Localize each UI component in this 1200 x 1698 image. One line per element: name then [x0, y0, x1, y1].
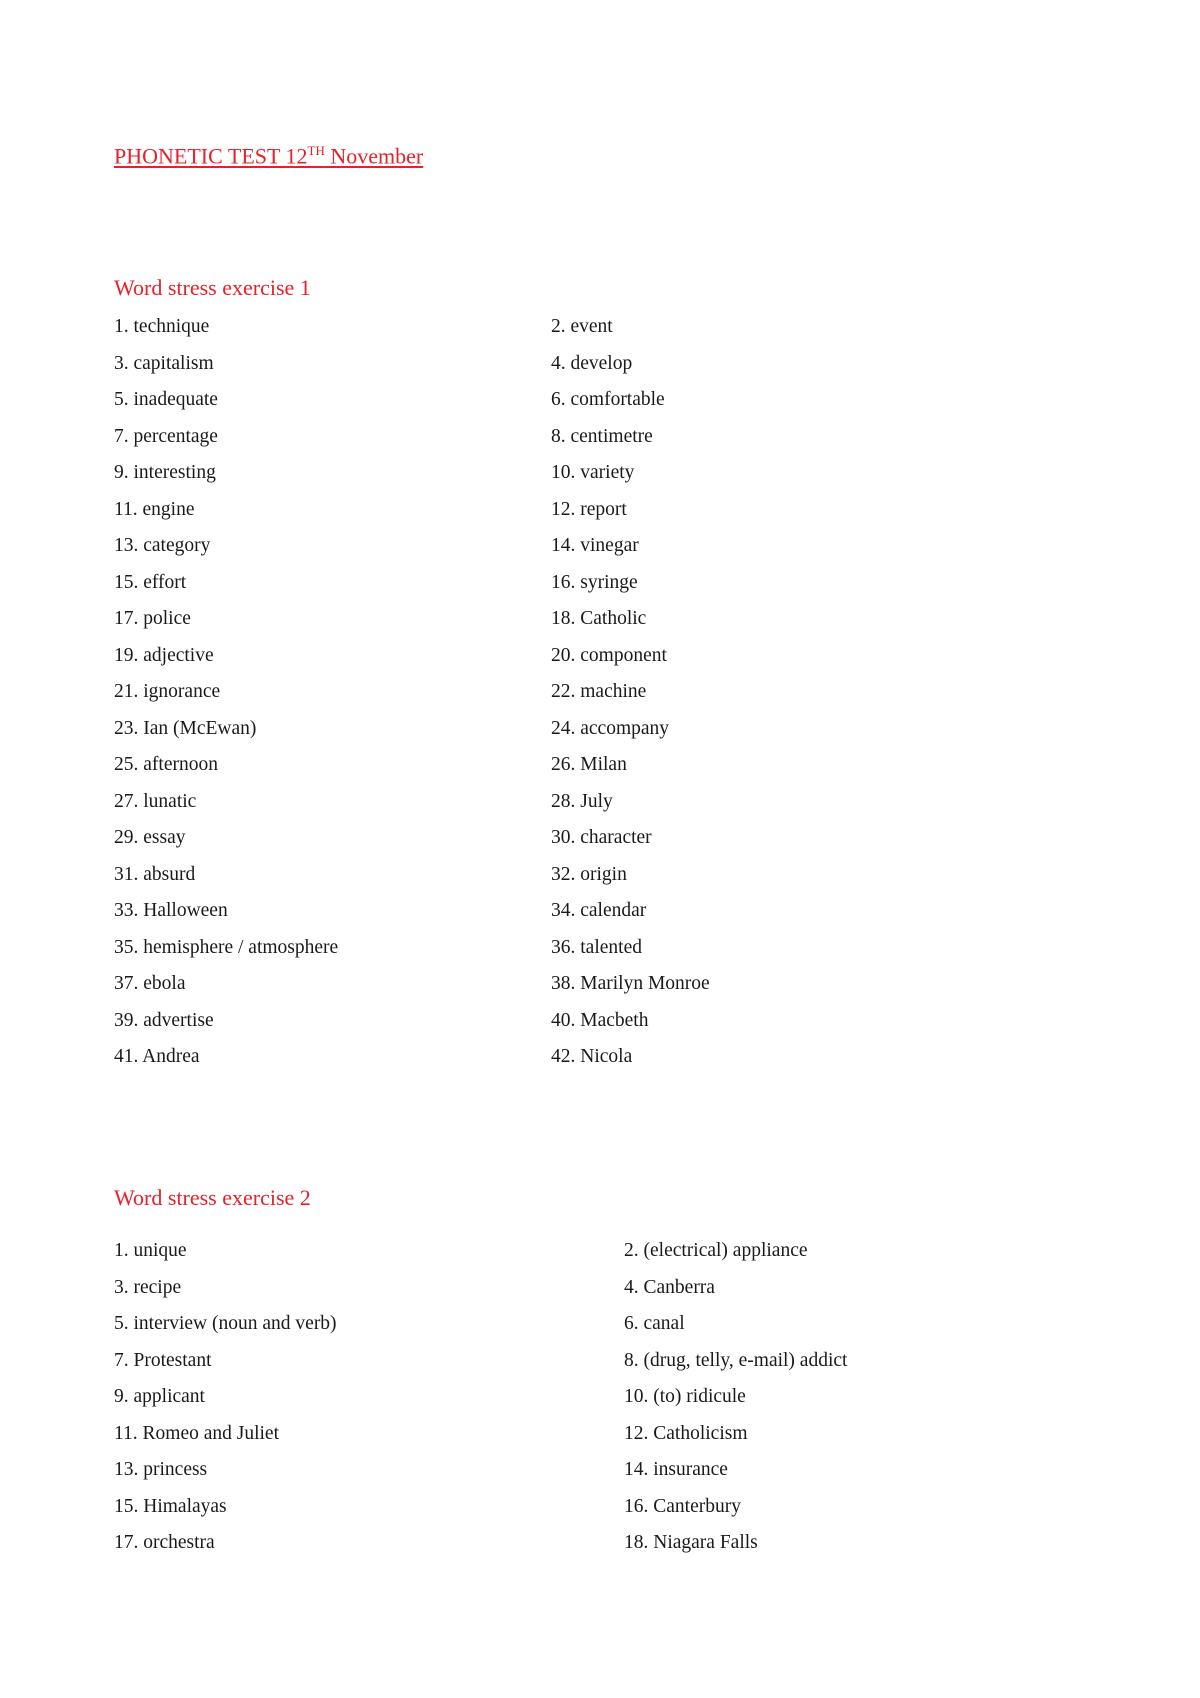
word-item: 5. inadequate	[114, 389, 218, 410]
word-row	[114, 462, 1114, 499]
word-row	[114, 900, 1114, 937]
word-item: 4. Canberra	[624, 1276, 715, 1298]
word-item: 17. orchestra	[114, 1532, 215, 1553]
word-row	[114, 1240, 1114, 1277]
word-item: 34. calendar	[551, 900, 647, 921]
word-row	[114, 864, 1114, 901]
word-row	[114, 1496, 1114, 1533]
word-item: 9. applicant	[114, 1386, 205, 1407]
word-item: 6. canal	[624, 1313, 685, 1334]
word-row	[114, 535, 1114, 572]
word-item: 9. interesting	[114, 462, 216, 483]
word-item: 29. essay	[114, 827, 186, 848]
word-item: 10. variety	[551, 462, 635, 483]
word-item: 26. Milan	[551, 754, 627, 775]
word-item: 42. Nicola	[551, 1046, 633, 1067]
word-row	[114, 353, 1114, 390]
word-row	[114, 681, 1114, 718]
word-item: 28. July	[551, 790, 613, 812]
word-item: 12. Catholicism	[624, 1422, 748, 1444]
word-row	[114, 754, 1114, 791]
word-item: 36. talented	[551, 936, 642, 958]
word-item: 3. capitalism	[114, 352, 214, 374]
word-item: 6. comfortable	[551, 389, 665, 410]
word-item: 40. Macbeth	[551, 1009, 649, 1031]
word-row	[114, 791, 1114, 828]
exercise1-word-list	[114, 316, 1114, 1083]
word-item: 1. technique	[114, 316, 210, 337]
word-row	[114, 1313, 1114, 1350]
word-item: 35. hemisphere / atmosphere	[114, 936, 339, 958]
word-item: 11. Romeo and Juliet	[114, 1422, 280, 1444]
word-item: 4. develop	[551, 352, 633, 374]
word-row	[114, 1010, 1114, 1047]
word-item: 27. lunatic	[114, 790, 197, 812]
word-item: 16. syringe	[551, 571, 638, 593]
word-item: 41. Andrea	[114, 1046, 200, 1067]
word-row	[114, 1459, 1114, 1496]
word-row	[114, 426, 1114, 463]
word-item: 30. character	[551, 827, 652, 848]
word-row	[114, 1386, 1114, 1423]
word-row	[114, 1350, 1114, 1387]
exercise2-heading: Word stress exercise 2	[114, 1185, 311, 1210]
word-row	[114, 572, 1114, 609]
word-item: 7. percentage	[114, 425, 218, 447]
word-item: 3. recipe	[114, 1276, 182, 1298]
word-item: 22. machine	[551, 681, 647, 702]
word-item: 39. advertise	[114, 1009, 214, 1031]
word-row	[114, 973, 1114, 1010]
word-item: 2. (electrical) appliance	[624, 1240, 808, 1261]
word-row	[114, 1046, 1114, 1083]
word-row	[114, 827, 1114, 864]
word-item: 14. insurance	[624, 1459, 728, 1480]
word-item: 10. (to) ridicule	[624, 1386, 746, 1407]
word-row	[114, 499, 1114, 536]
word-item: 8. (drug, telly, e-mail) addict	[624, 1349, 848, 1371]
word-item: 2. event	[551, 316, 613, 337]
word-item: 15. Himalayas	[114, 1495, 227, 1517]
word-row	[114, 608, 1114, 645]
word-row	[114, 1277, 1114, 1314]
word-item: 13. princess	[114, 1459, 208, 1480]
word-item: 12. report	[551, 498, 627, 520]
word-row	[114, 937, 1114, 974]
word-item: 7. Protestant	[114, 1349, 212, 1371]
word-item: 8. centimetre	[551, 425, 653, 447]
word-item: 5. interview (noun and verb)	[114, 1313, 337, 1334]
page-title	[114, 143, 423, 169]
word-item: 16. Canterbury	[624, 1495, 741, 1517]
word-item: 32. origin	[551, 863, 627, 885]
exercise2-word-list	[114, 1240, 1114, 1569]
word-item: 21. ignorance	[114, 681, 221, 702]
word-item: 1. unique	[114, 1240, 187, 1261]
title-rest: November	[324, 143, 424, 169]
word-item: 38. Marilyn Monroe	[551, 973, 710, 994]
word-item: 13. category	[114, 535, 211, 556]
word-row	[114, 316, 1114, 353]
word-item: 20. component	[551, 644, 667, 666]
word-item: 14. vinegar	[551, 535, 639, 556]
word-row	[114, 1423, 1114, 1460]
word-row	[114, 1532, 1114, 1569]
word-item: 31. absurd	[114, 863, 196, 885]
word-item: 17. police	[114, 608, 191, 629]
word-item: 19. adjective	[114, 644, 214, 666]
word-item: 25. afternoon	[114, 754, 218, 775]
word-item: 37. ebola	[114, 973, 186, 994]
word-item: 18. Catholic	[551, 608, 647, 629]
word-row	[114, 645, 1114, 682]
word-item: 23. Ian (McEwan)	[114, 717, 257, 739]
word-row	[114, 718, 1114, 755]
word-item: 11. engine	[114, 498, 195, 520]
word-item: 33. Halloween	[114, 900, 228, 921]
exercise1-heading: Word stress exercise 1	[114, 275, 311, 300]
word-item: 18. Niagara Falls	[624, 1532, 758, 1553]
word-item: 24. accompany	[551, 717, 670, 739]
title-main: PHONETIC TEST 12	[114, 143, 308, 169]
title-superscript: TH	[307, 143, 325, 158]
word-item: 15. effort	[114, 571, 187, 593]
word-row	[114, 389, 1114, 426]
